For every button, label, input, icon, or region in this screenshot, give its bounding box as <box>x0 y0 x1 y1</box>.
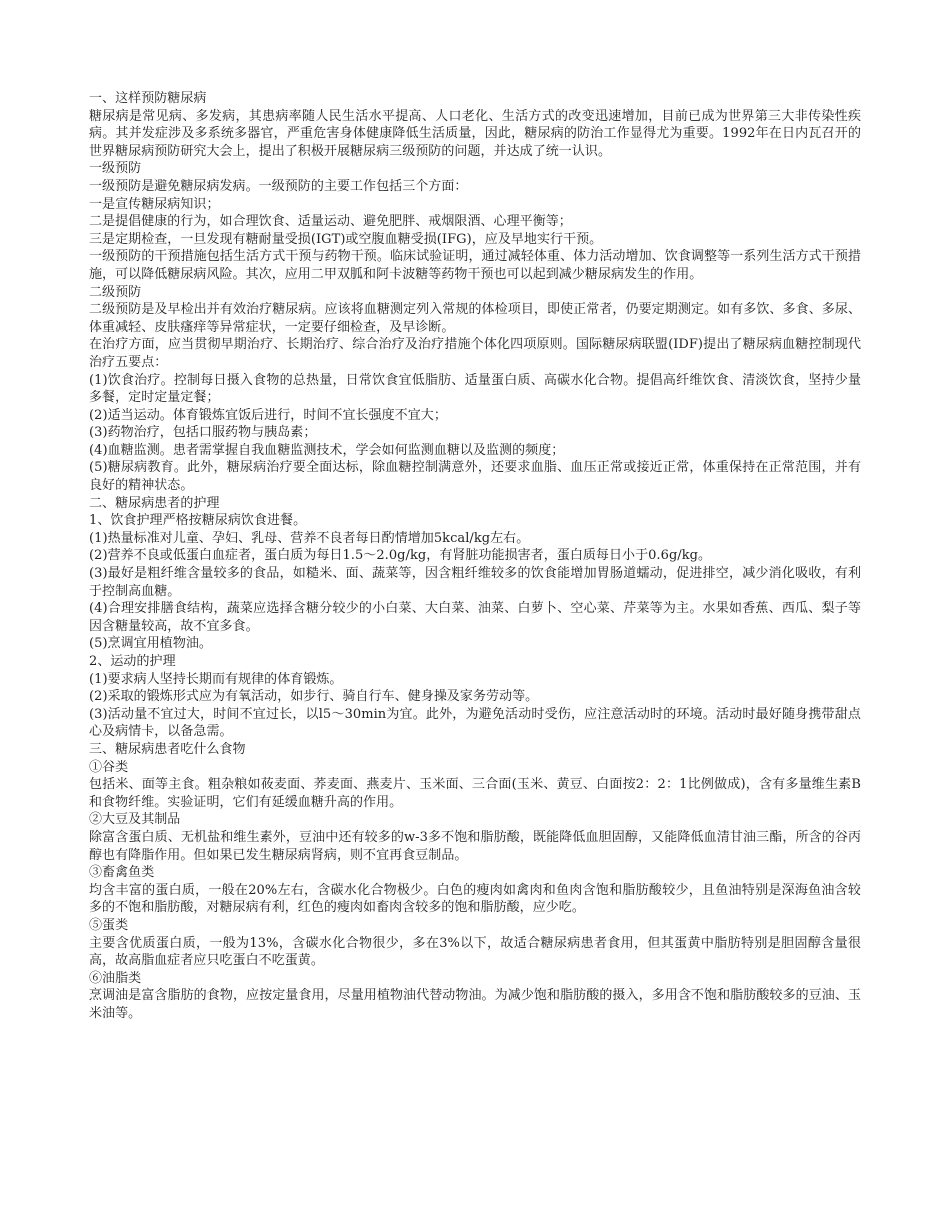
paragraph-secondary-definition: 二级预防是及早检出并有效治疗糖尿病。应该将血糖测定列入常规的体检项目，即使正常者，仍要定期测定。如有多饮、多食、多尿、体重减轻、皮肤瘙痒等异常症状，一定要仔细检查，及早诊断。 <box>89 302 861 335</box>
list-item-exercise-3: (3)活动量不宜过大，时间不宜过长，以l5～30min为宜。此外，为避免活动时受伤，应注意活动时的环境。活动时最好随身携带甜点心及病情卡，以备急需。 <box>89 706 861 740</box>
subheading-meat-fish: ③畜禽鱼类 <box>89 865 155 881</box>
list-item-treatment-3: (3)药物治疗，包括口服药物与胰岛素； <box>89 425 317 441</box>
subheading-secondary-prevention: 二级预防 <box>89 284 142 300</box>
list-item-primary-1: 一是宣传糖尿病知识； <box>89 196 220 212</box>
subheading-primary-prevention: 一级预防 <box>89 161 142 177</box>
list-item-diet-2: (2)营养不良或低蛋白血症者，蛋白质为每日1.5～2.0g/kg，有肾脏功能损害者，蛋白质每日小于0.6g/kg。 <box>89 548 712 564</box>
paragraph-grains: 包括米、面等主食。粗杂粮如莜麦面、荞麦面、燕麦片、玉米面、三合面(玉米、黄豆、白面按2：2：1比例做成)，含有多量维生素B和食物纤维。实验证明，它们有延缓血糖升高的作用。 <box>89 777 861 810</box>
list-item-diet-3: (3)最好是粗纤维含量较多的食品，如糙米、面、蔬菜等，因含粗纤维较多的饮食能增加胃肠道蠕动，促进排空，减少消化吸收，有利于控制高血糖。 <box>89 566 861 599</box>
section-heading-nursing: 二、糖尿病患者的护理 <box>89 495 220 511</box>
list-item-treatment-5: (5)糖尿病教育。此外，糖尿病治疗要全面达标，除血糖控制满意外，还要求血脂、血压正常或接近正常，体重保持在正常范围，并有良好的精神状态。 <box>89 460 861 494</box>
subheading-eggs: ⑤蛋类 <box>89 917 129 933</box>
paragraph-oils: 烹调油是富含脂肪的食物，应按定量食用，尽量用植物油代替动物油。为减少饱和脂肪酸的摄入，多用含不饱和脂肪酸较多的豆油、玉米油等。 <box>89 988 861 1021</box>
list-item-diet-1: (1)热量标准对儿童、孕妇、乳母、营养不良者每日酌情增加5kcal/kg左右。 <box>89 530 530 546</box>
list-item-primary-3: 三是定期检查，一旦发现有糖耐量受损(IGT)或空腹血糖受损(IFG)，应及早地实行干预。 <box>89 231 603 247</box>
list-item-treatment-2: (2)适当运动。体育锻炼宜饭后进行，时间不宜长强度不宜大； <box>89 407 447 423</box>
section-heading-prevention: 一、这样预防糖尿病 <box>89 91 207 106</box>
section-heading-foods: 三、糖尿病患者吃什么食物 <box>89 741 246 757</box>
subheading-diet-nursing: 1、饮食护理严格按糖尿病饮食进餐。 <box>89 513 307 529</box>
subheading-soy: ②大豆及其制品 <box>89 812 181 828</box>
list-item-primary-2: 二是提倡健康的行为，如合理饮食、适量运动、避免肥胖、戒烟限酒、心理平衡等； <box>89 214 572 230</box>
subheading-oils: ⑥油脂类 <box>89 970 142 986</box>
subheading-exercise-nursing: 2、运动的护理 <box>89 654 176 669</box>
paragraph-primary-definition: 一级预防是避免糖尿病发病。一级预防的主要工作包括三个方面： <box>89 178 468 194</box>
paragraph-treatment-principles: 在治疗方面，应当贯彻早期治疗、长期治疗、综合治疗及治疗措施个体化四项原则。国际糖尿病联盟(IDF)提出了糖尿病血糖控制现代治疗五要点： <box>89 337 861 370</box>
list-item-diet-4: (4)合理安排膳食结构，蔬菜应选择含糖分较少的小白菜、大白菜、油菜、白萝卜、空心菜、芹菜等为主。水果如香蕉、西瓜、梨子等因含糖量较高，故不宜多食。 <box>89 601 861 634</box>
intro-paragraph: 糖尿病是常见病、多发病，其患病率随人民生活水平提高、人口老化、生活方式的改变迅速增加，目前已成为世界第三大非传染性疾病。其并发症涉及多系统多器官，严重危害身体健康降低生活质量，因此，糖尿病的防治工作显得尤为重要。1992年在日内瓦召开的世界糖尿病预防研究大会上，提出了积极开展糖尿病三级预防的问题，并达成了统一认识。 <box>89 108 861 159</box>
list-item-treatment-1: (1)饮食治疗。控制每日摄入食物的总热量，日常饮食宜低脂肪、适量蛋白质、高碳水化合物。提倡高纤维饮食、清淡饮食，坚持少量多餐，定时定量定餐； <box>89 372 861 406</box>
list-item-treatment-4: (4)血糖监测。患者需掌握自我血糖监测技术，学会如何监测血糖以及监测的频度； <box>89 442 565 458</box>
subheading-grains: ①谷类 <box>89 759 129 775</box>
paragraph-eggs: 主要含优质蛋白质，一般为13%，含碳水化合物很少，多在3%以下，故适合糖尿病患者食用，但其蛋黄中脂肪特别是胆固醇含量很高，故高脂血症者应只吃蛋白不吃蛋黄。 <box>89 935 861 969</box>
paragraph-primary-interventions: 一级预防的干预措施包括生活方式干预与药物干预。临床试验证明，通过减轻体重、体力活动增加、饮食调整等一系列生活方式干预措施，可以降低糖尿病风险。其次，应用二甲双胍和阿卡波糖等药物干预也可以起到减少糖尿病发生的作用。 <box>89 249 861 282</box>
list-item-diet-5: (5)烹调宜用植物油。 <box>89 636 212 652</box>
list-item-exercise-2: (2)采取的锻炼形式应为有氧活动，如步行、骑自行车、健身操及家务劳动等。 <box>89 689 539 705</box>
paragraph-meat-fish: 均含丰富的蛋白质，一般在20%左右，含碳水化合物极少。白色的瘦肉如禽肉和鱼肉含饱和脂肪酸较少，且鱼油特别是深海鱼油含较多的不饱和脂肪酸，对糖尿病有利，红色的瘦肉如畜肉含较多的饱和脂肪酸，应少吃。 <box>89 882 861 916</box>
paragraph-soy: 除富含蛋白质、无机盐和维生素外，豆油中还有较多的w-3多不饱和脂肪酸，既能降低血胆固醇，又能降低血清甘油三酯，所含的谷丙醇也有降脂作用。但如果已发生糖尿病肾病，则不宜再食豆制品。 <box>89 829 861 863</box>
list-item-exercise-1: (1)要求病人坚持长期而有规律的体育锻炼。 <box>89 671 343 687</box>
document-body <box>89 90 861 1022</box>
